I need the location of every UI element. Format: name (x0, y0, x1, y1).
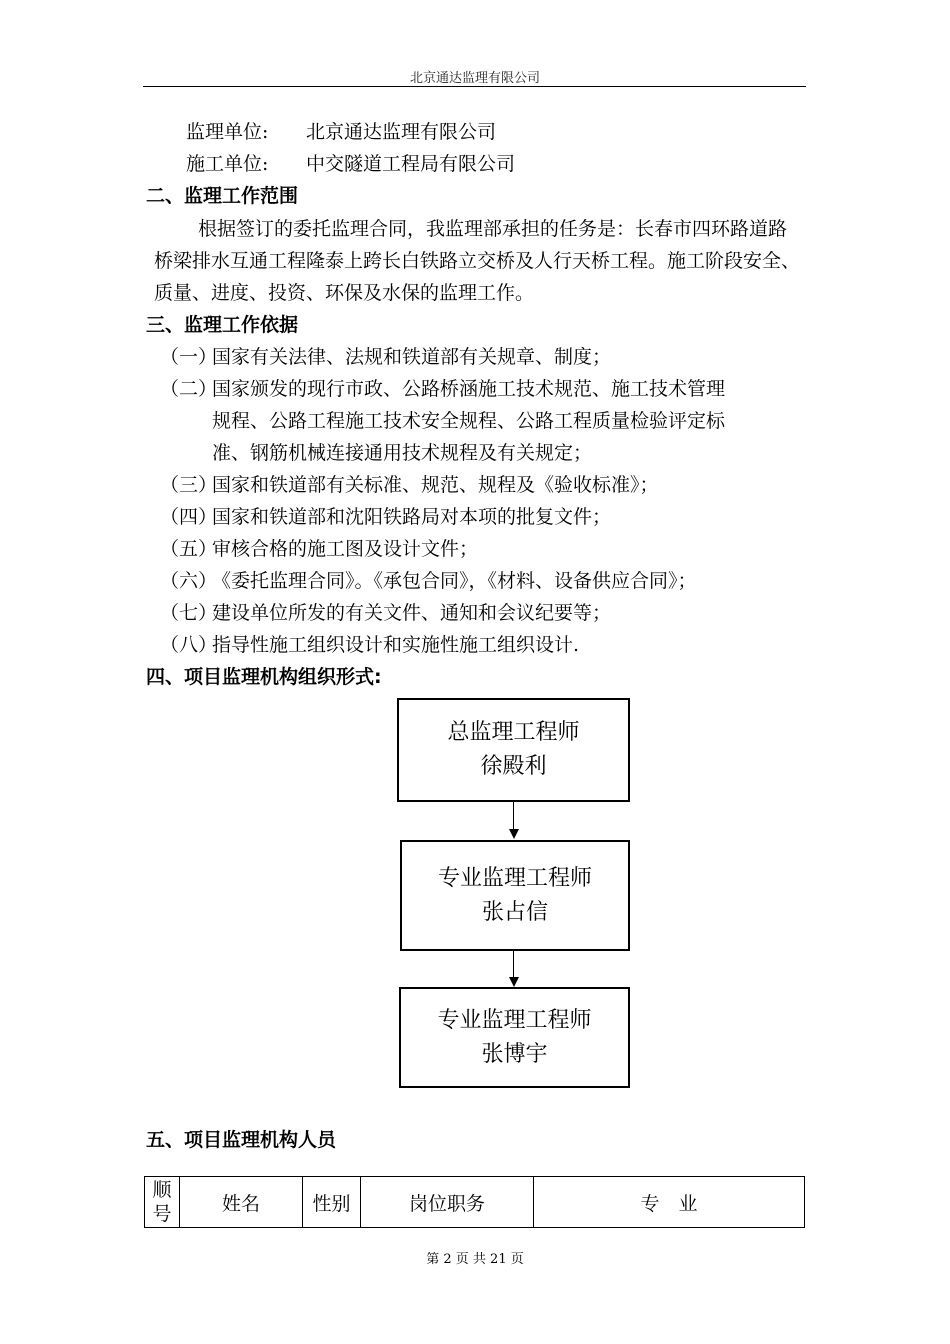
basis-item-6-text: 《委托监理合同》。《承包合同》，《材料、设备供应合同》； (212, 570, 697, 592)
section5-heading: 五、项目监理机构人员 (146, 1129, 337, 1151)
basis-item-7-num: （七） (160, 602, 218, 624)
basis-item-4-text: 国家和铁道部和沈阳铁路局对本项的批复文件； (212, 506, 612, 528)
col-header-position: 岗位职务 (361, 1177, 534, 1228)
basis-item-2-num: （二） (160, 378, 218, 400)
section4-heading: 四、项目监理机构组织形式: (146, 666, 382, 688)
org-box-title: 总监理工程师 (447, 720, 580, 745)
org-box-chief-engineer (397, 698, 630, 802)
section2-heading: 二、监理工作范围 (146, 185, 299, 207)
basis-item-8-num: （八） (160, 634, 218, 656)
org-arrow-1-head (509, 829, 519, 839)
supervision-unit-label: 监理单位: (186, 121, 269, 143)
staff-table (144, 1176, 805, 1228)
basis-item-2-text-3: 准、钢筋机械连接通用技术规程及有关规定； (212, 442, 593, 464)
basis-item-3-text: 国家和铁道部有关标准、规范、规程及《验收标准》； (212, 474, 659, 496)
basis-item-6-num: （六） (160, 570, 218, 592)
section2-line-1: 根据签订的委托监理合同，我监理部承担的任务是：长春市四环路道路 (198, 218, 788, 240)
section2-line-3: 质量、进度、投资、环保及水保的监理工作。 (154, 282, 535, 304)
org-box-name: 张博宇 (481, 1041, 548, 1067)
construction-unit-value: 中交隧道工程局有限公司 (306, 153, 516, 175)
basis-item-2-text-1: 国家颁发的现行市政、公路桥涵施工技术规范、施工技术管理 (212, 378, 726, 400)
col-header-specialty: 专 业 (534, 1177, 805, 1228)
col-header-gender: 性别 (303, 1177, 361, 1228)
construction-unit-label: 施工单位: (186, 153, 269, 175)
basis-item-5-text: 审核合格的施工图及设计文件； (212, 538, 479, 560)
basis-item-7-text: 建设单位所发的有关文件、通知和会议纪要等； (212, 602, 612, 624)
section3-heading: 三、监理工作依据 (146, 314, 299, 336)
basis-item-2-text-2: 规程、公路工程施工技术安全规程、公路工程质量检验评定标 (212, 410, 726, 432)
org-arrow-1-line (513, 802, 514, 830)
basis-item-4-num: （四） (160, 506, 218, 528)
section2-line-2: 桥梁排水互通工程隆泰上跨长白铁路立交桥及人行天桥工程。施工阶段安全、 (154, 250, 801, 272)
org-box-specialist-1 (400, 840, 630, 951)
org-arrow-2-head (509, 977, 519, 987)
col-header-seq: 顺号 (145, 1177, 180, 1228)
basis-item-3-num: （三） (160, 474, 218, 496)
org-box-name: 徐殿利 (480, 754, 547, 779)
table-header-row (145, 1177, 805, 1228)
org-box-title: 专业监理工程师 (437, 865, 592, 891)
col-header-name: 姓名 (180, 1177, 303, 1228)
header-rule (143, 86, 806, 87)
basis-item-1-text: 国家有关法律、法规和铁道部有关规章、制度； (212, 346, 612, 368)
org-box-specialist-2 (399, 987, 630, 1088)
page-footer: 第 2 页 共 21 页 (426, 1252, 524, 1267)
basis-item-5-num: （五） (160, 538, 218, 560)
supervision-unit-value: 北京通达监理有限公司 (306, 121, 497, 143)
basis-item-8-text: 指导性施工组织设计和实施性施工组织设计. (212, 634, 580, 656)
basis-item-1-num: （一） (160, 346, 218, 368)
org-box-name: 张占信 (481, 899, 548, 925)
page-header: 北京通达监理有限公司 (409, 71, 540, 86)
org-box-title: 专业监理工程师 (437, 1007, 592, 1033)
org-arrow-2-line (513, 951, 514, 978)
